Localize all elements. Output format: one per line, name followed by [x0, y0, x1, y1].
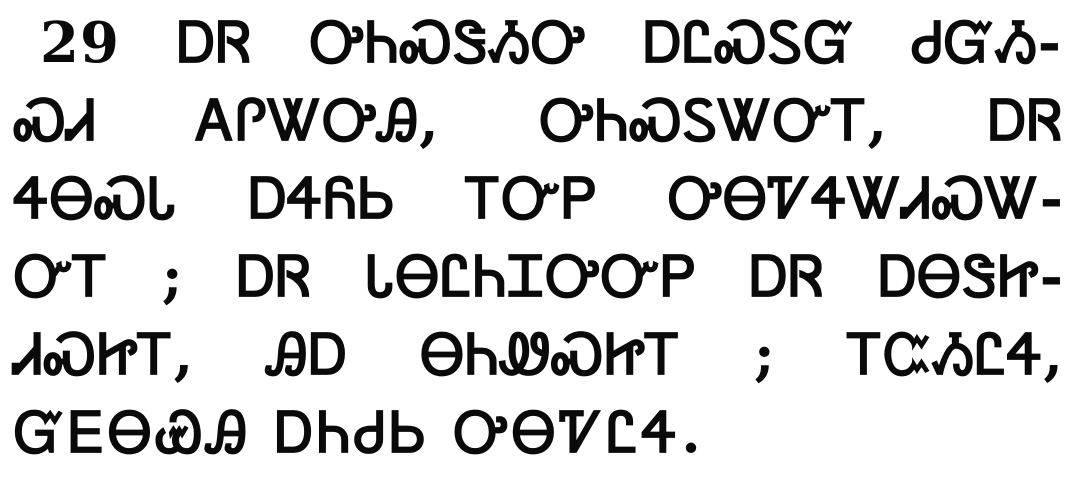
text-line-5: ᏗᏍᏥᎢ, ᎯᎠ ᎾᏂᏪᏍᏥᎢ ; ᎢᏨᏱᏝᏎ,: [14, 322, 1064, 388]
text-line-6: ᏳᎬᎾᏯᎯ ᎠᏂᏧᏏ ᎤᎾᏤᏝᏎ.: [14, 400, 705, 466]
text-line-2: ᏍᏗ ᎪᎵᏔᎤᎯ, ᎤᏂᏍᏚᏔᏅᎢ, ᎠᏒ: [14, 88, 1064, 154]
line-1-text: ᎠᏒ ᎤᏂᏍᏕᏱᎤ ᎠᏝᏍᏚᏳ ᏧᏳᏱ-: [176, 10, 1063, 76]
verse-number: 29: [40, 10, 120, 76]
text-line-4: ᏅᎢ ; ᎠᏒ ᏓᎾᏝᏂᏆᎤᏅᏢ ᎠᏒ ᎠᎾᏕᏥ-: [14, 244, 1064, 310]
text-line-1: [40, 8, 1062, 78]
text-line-3: ᏎᎾᏍᏓ ᎠᏎᏲᏏ ᎢᏅᏢ ᎤᎾᏤᏎᏔᏗᏍᏔ-: [14, 166, 1064, 232]
